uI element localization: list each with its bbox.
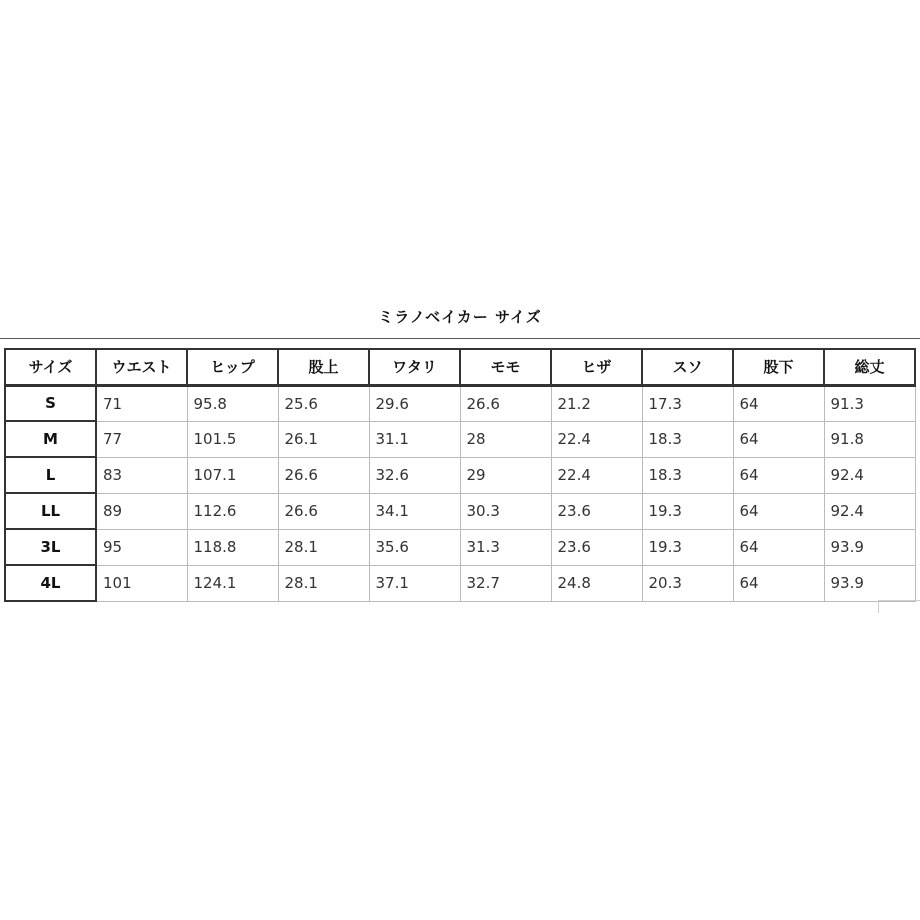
column-header-thigh: モモ: [460, 349, 551, 385]
value-cell: 19.3: [642, 493, 733, 529]
value-cell: 21.2: [551, 385, 642, 421]
value-cell: 28.1: [278, 529, 369, 565]
value-cell: 35.6: [369, 529, 460, 565]
column-header-rise: 股上: [278, 349, 369, 385]
size-cell: 3L: [5, 529, 96, 565]
value-cell: 101: [96, 565, 187, 601]
column-header-inseam: 股下: [733, 349, 824, 385]
value-cell: 20.3: [642, 565, 733, 601]
table-header-row: [5, 349, 915, 385]
value-cell: 89: [96, 493, 187, 529]
value-cell: 95: [96, 529, 187, 565]
value-cell: 92.4: [824, 493, 915, 529]
value-cell: 25.6: [278, 385, 369, 421]
table-row: [5, 529, 915, 565]
value-cell: 30.3: [460, 493, 551, 529]
size-cell: M: [5, 421, 96, 457]
column-header-waist: ウエスト: [96, 349, 187, 385]
value-cell: 64: [733, 493, 824, 529]
value-cell: 93.9: [824, 565, 915, 601]
value-cell: 32.7: [460, 565, 551, 601]
value-cell: 29: [460, 457, 551, 493]
column-header-hip: ヒップ: [187, 349, 278, 385]
value-cell: 118.8: [187, 529, 278, 565]
size-cell: S: [5, 385, 96, 421]
value-cell: 26.1: [278, 421, 369, 457]
value-cell: 83: [96, 457, 187, 493]
value-cell: 22.4: [551, 457, 642, 493]
value-cell: 34.1: [369, 493, 460, 529]
value-cell: 64: [733, 565, 824, 601]
value-cell: 26.6: [278, 457, 369, 493]
value-cell: 91.8: [824, 421, 915, 457]
value-cell: 112.6: [187, 493, 278, 529]
value-cell: 101.5: [187, 421, 278, 457]
value-cell: 18.3: [642, 421, 733, 457]
size-cell: LL: [5, 493, 96, 529]
value-cell: 92.4: [824, 457, 915, 493]
value-cell: 28: [460, 421, 551, 457]
value-cell: 64: [733, 385, 824, 421]
column-header-thigh-width: ワタリ: [369, 349, 460, 385]
value-cell: 124.1: [187, 565, 278, 601]
corner-divider: [878, 600, 920, 613]
value-cell: 107.1: [187, 457, 278, 493]
value-cell: 28.1: [278, 565, 369, 601]
column-header-hem: スソ: [642, 349, 733, 385]
value-cell: 93.9: [824, 529, 915, 565]
value-cell: 22.4: [551, 421, 642, 457]
value-cell: 91.3: [824, 385, 915, 421]
title-divider: [0, 338, 920, 339]
value-cell: 23.6: [551, 493, 642, 529]
size-cell: L: [5, 457, 96, 493]
value-cell: 71: [96, 385, 187, 421]
table-row: [5, 421, 915, 457]
value-cell: 77: [96, 421, 187, 457]
value-cell: 26.6: [460, 385, 551, 421]
table-row: [5, 457, 915, 493]
size-table: [4, 348, 916, 602]
value-cell: 24.8: [551, 565, 642, 601]
table-row: [5, 385, 915, 421]
size-cell: 4L: [5, 565, 96, 601]
table-row: [5, 565, 915, 601]
column-header-total-length: 総丈: [824, 349, 915, 385]
value-cell: 29.6: [369, 385, 460, 421]
column-header-knee: ヒザ: [551, 349, 642, 385]
value-cell: 31.3: [460, 529, 551, 565]
value-cell: 26.6: [278, 493, 369, 529]
value-cell: 32.6: [369, 457, 460, 493]
value-cell: 19.3: [642, 529, 733, 565]
value-cell: 64: [733, 457, 824, 493]
page-title: ミラノベイカー サイズ: [378, 308, 542, 326]
table-row: [5, 493, 915, 529]
value-cell: 18.3: [642, 457, 733, 493]
value-cell: 64: [733, 529, 824, 565]
value-cell: 37.1: [369, 565, 460, 601]
value-cell: 17.3: [642, 385, 733, 421]
value-cell: 23.6: [551, 529, 642, 565]
value-cell: 31.1: [369, 421, 460, 457]
value-cell: 64: [733, 421, 824, 457]
value-cell: 95.8: [187, 385, 278, 421]
column-header-size: サイズ: [5, 349, 96, 385]
